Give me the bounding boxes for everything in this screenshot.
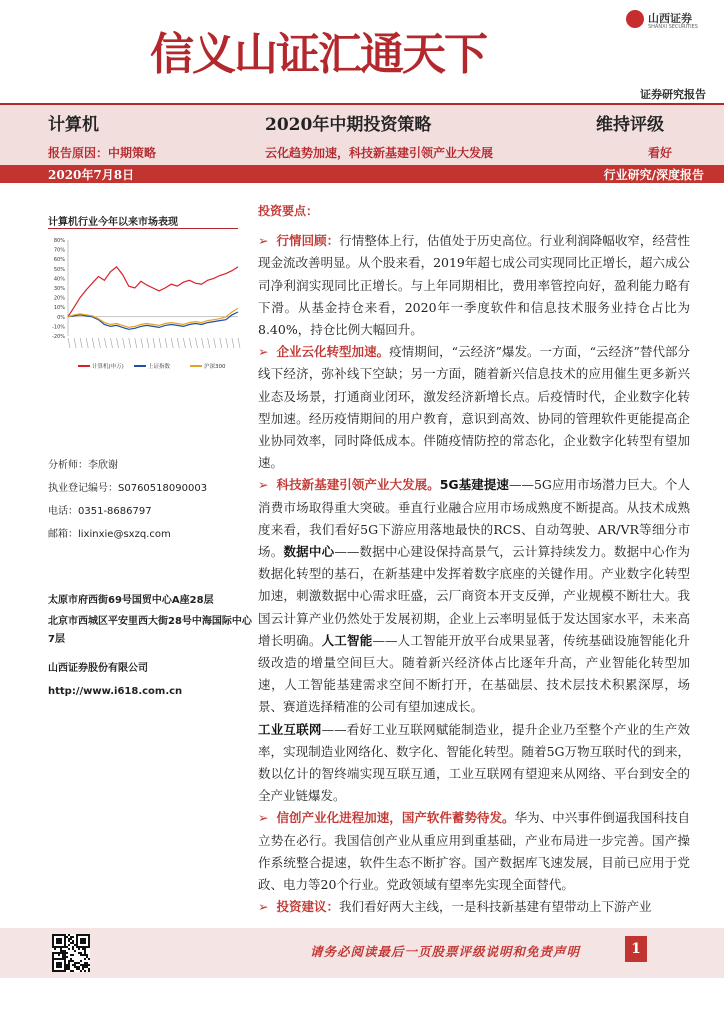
subtopic-industrial-internet: 工业互联网 — [258, 721, 322, 737]
x-tick-label — [80, 338, 82, 348]
y-tick-label: -10% — [52, 324, 65, 331]
document-title: 2020年中期投资策略 — [265, 115, 432, 135]
y-tick-label: 80% — [53, 238, 65, 244]
outlook-label: 看好 — [648, 146, 673, 160]
x-tick-label — [123, 338, 125, 348]
bullet-title: 投资建议： — [276, 899, 339, 915]
subtopic-industrial-internet-text: ——看好工业互联网赋能制造业，提升企业乃至整个产业的生产效率，实现制造业网络化、数字化、智能化转型。随着5G万物互联时代的到来，数以亿计的智终端实现互联互通，工业互联网有望迎来从网络、平台到安全的全产业链爆发。 — [258, 721, 690, 804]
x-tick-label — [202, 338, 204, 348]
legend-label: 沪深300 — [204, 364, 226, 370]
logo-mark-icon — [626, 10, 644, 28]
x-tick-label — [189, 338, 191, 348]
disclaimer-notice: 请务必阅读最后一页股票评级说明和免责声明 — [310, 944, 581, 959]
x-tick-label — [68, 338, 70, 348]
report-type-label: 证券研究报告 — [640, 88, 706, 101]
y-tick-label: -20% — [52, 334, 65, 340]
y-tick-label: 30% — [53, 286, 65, 292]
bullet-title: 信创产业化进程加速，国产软件蓄势待发。 — [276, 810, 515, 826]
subtopic-datacenter: 数据中心 — [283, 544, 335, 560]
rating-label: 维持评级 — [596, 115, 664, 135]
subtopic-5g-text: ——5G应用市场潜力巨大。个人消费市场取得重大突破。垂直行业融合应用市场成熟度不断提高。从技术成熟度来看，我们看好5G下游应用落地最快的RCS、自动驾驶、AR/VR等细分市场。 — [258, 477, 690, 560]
x-tick-label — [232, 338, 234, 348]
slogan-banner: 信义山证汇通天下 — [150, 29, 486, 80]
analyst-license: 执业登记编号：S0760518090003 — [48, 483, 208, 494]
industry-name: 计算机 — [48, 115, 99, 135]
company-logo — [626, 8, 716, 34]
x-tick-label — [159, 338, 161, 348]
bullet-title: 科技新基建引领产业大发展。 — [276, 477, 440, 493]
bullet-text: 我们看好两大主线，一是科技新基建有望带动上下游产业 — [339, 899, 652, 915]
x-tick-label — [183, 338, 185, 348]
bullet-text: 行情整体上行，估值处于历史高位。行业利润降幅收窄，经营性现金流改善明显。从个股来看，2019年超七成公司实现同比正增长，超六成公司净利润实现同比正增长。与上年同期相比，费用率管控向好，盈利能力略有下滑。从基金持仓来看，2020年一季度软件和信息技术服务业持仓占比为8.40%，持仓比例大幅回升。 — [258, 233, 690, 338]
x-tick-label — [92, 338, 94, 348]
bullet-title: 行情回顾： — [276, 233, 340, 249]
x-tick-label — [165, 338, 167, 348]
x-tick-label — [208, 338, 210, 348]
subtopic-5g: 5G基建提速 — [439, 477, 509, 493]
y-tick-label: 70% — [53, 247, 65, 254]
analyst-email: 邮箱：lixinxie@sxzq.com — [48, 529, 171, 540]
key-points-heading: 投资要点： — [258, 204, 319, 218]
x-tick-label — [111, 338, 113, 348]
bullet-text: 华为、中兴事件倒逼我国科技自立势在必行。我国信创产业从重应用到重基础，产业布局进一步完善。国产操作系统整合提速，软件生态不断扩容。国产数据库飞速发展，目前已应用于党政、电力等20个行业。党政领域有望率先实现全面替代。 — [258, 810, 690, 893]
x-tick-label — [86, 338, 88, 348]
arrow-bullet-icon: ➢ — [258, 233, 269, 249]
y-tick-label: 0% — [57, 314, 65, 321]
x-tick-label — [238, 338, 240, 348]
y-tick-label: 50% — [53, 266, 65, 273]
analyst-phone: 电话：0351-8686797 — [48, 506, 152, 517]
document-subtitle: 云化趋势加速，科技新基建引领产业大发展 — [265, 146, 494, 160]
y-tick-label: 10% — [53, 305, 65, 312]
main-content — [258, 200, 690, 919]
x-tick-label — [226, 338, 228, 348]
chart-title-rule — [48, 228, 238, 229]
bullet-xinchuang — [258, 807, 690, 896]
subtopic-datacenter-text: ——数据中心建设保持高景气，云计算持续发力。数据中心作为数据化转型的基石，在新基建中发挥着数字底座的关键作用。产业数字化转型加速，刺激数据中心需求旺盛，云厂商资本开支反弹，产业规模不断壮大。我国云计算产业仍然处于发展初期，企业上云率明显低于发达国家水平，未来高增长明确。 — [258, 544, 690, 648]
x-tick-label — [135, 338, 137, 348]
x-tick-label — [104, 338, 106, 348]
y-tick-label: 40% — [53, 276, 65, 283]
analyst-name: 分析师：李欣谢 — [48, 460, 118, 471]
bullet-cloud-transformation — [258, 341, 690, 474]
logo-text-cn: 山西证券 — [648, 12, 692, 25]
company-name: 山西证券股份有限公司 — [48, 663, 148, 674]
page-number: 1 — [625, 936, 647, 962]
report-category: 行业研究/深度报告 — [603, 168, 704, 182]
bullet-text: 疫情期间，“云经济”爆发。一方面，“云经济”替代部分线下经济，弥补线下空缺；另一方面，随着新兴信息技术的应用催生更多新兴业态及场景，打通商业闭环，激发经济新增长点。后疫情时代，企业数字化转型加速。经历疫情期间的用户教育，意识到高效、协同的管理软件更能提高企业协同效率，同时降低成本。伴随疫情防控的常态化，企业数字化转型有望加速。 — [258, 344, 690, 471]
bullet-market-review — [258, 230, 690, 341]
series-line-0 — [68, 267, 238, 317]
x-tick-label — [196, 338, 198, 348]
legend-label: 计算机(申万) — [92, 364, 124, 370]
qr-code-icon — [52, 934, 90, 972]
report-reason: 报告原因：中期策略 — [48, 146, 157, 160]
x-tick-label — [171, 338, 173, 348]
report-date: 2020年7月8日 — [48, 168, 135, 182]
y-tick-label: 60% — [53, 257, 65, 264]
bullet-title: 企业云化转型加速。 — [276, 344, 390, 360]
x-tick-label — [214, 338, 216, 348]
x-tick-label — [220, 338, 222, 348]
address-beijing: 北京市西城区平安里西大街28号中海国际中心7层 — [48, 616, 252, 645]
bullet-investment-advice — [258, 896, 690, 918]
arrow-bullet-icon: ➢ — [258, 899, 269, 915]
arrow-bullet-icon: ➢ — [258, 477, 269, 493]
subtopic-ai-text: ——人工智能开放平台成果显著，传统基础设施智能化升级改造的增量空间巨大。随着新兴经济体占比逐年升高，产业智能化转型加速，人工智能基建需求空间不断打开，在基础层、技术层技术积累深厚，场景、赛道选择精准的公司有望加速成长。 — [258, 632, 690, 715]
x-tick-label — [177, 338, 179, 348]
subtopic-ai: 人工智能 — [321, 632, 373, 648]
x-tick-label — [147, 338, 149, 348]
bullet-new-infrastructure — [258, 474, 690, 807]
y-tick-label: 20% — [53, 295, 65, 302]
x-tick-label — [129, 338, 131, 348]
arrow-bullet-icon: ➢ — [258, 810, 269, 826]
arrow-bullet-icon: ➢ — [258, 344, 269, 360]
x-tick-label — [141, 338, 143, 348]
legend-label: 上证指数 — [148, 364, 171, 370]
chart-title: 计算机行业今年以来市场表现 — [48, 217, 178, 228]
company-website[interactable]: http://www.i618.com.cn — [48, 686, 183, 697]
market-performance-chart — [44, 232, 244, 382]
logo-text-en: SHANXI SECURITIES — [648, 24, 698, 30]
x-tick-label — [153, 338, 155, 348]
x-tick-label — [74, 338, 76, 348]
x-tick-label — [117, 338, 119, 348]
series-line-1 — [68, 312, 238, 329]
address-taiyuan: 太原市府西街69号国贸中心A座28层 — [48, 595, 214, 606]
x-tick-label — [98, 338, 100, 348]
